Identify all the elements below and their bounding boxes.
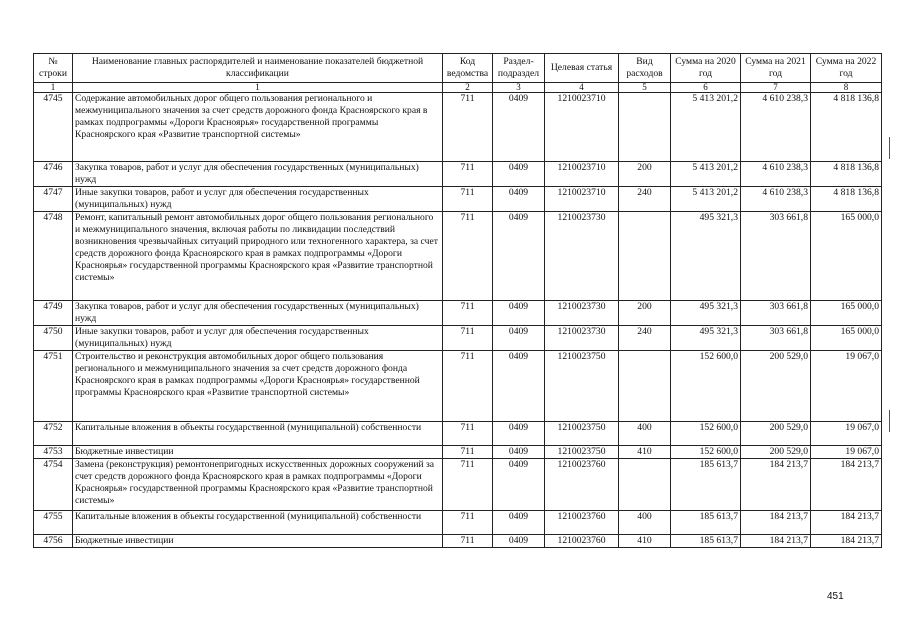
- target-article-cell: 1210023730: [545, 301, 619, 326]
- sum-2022-cell: 4 818 136,8: [811, 162, 882, 187]
- scan-margin-mark: [889, 410, 890, 432]
- target-article-cell: 1210023750: [545, 446, 619, 459]
- expense-type-cell: [619, 93, 671, 162]
- target-article-cell: 1210023760: [545, 459, 619, 511]
- target-article-cell: 1210023760: [545, 511, 619, 535]
- sum-2022-cell: 184 213,7: [811, 535, 882, 548]
- section-cell: 0409: [493, 212, 545, 301]
- expense-type-cell: [619, 351, 671, 422]
- table-row: [34, 326, 882, 351]
- header-name: Наименование главных распорядителей и наименование показателей бюджетной классификации: [73, 54, 443, 83]
- section-cell: 0409: [493, 511, 545, 535]
- sum-2021-cell: 184 213,7: [741, 459, 811, 511]
- table-row: [34, 351, 882, 422]
- section-cell: 0409: [493, 351, 545, 422]
- row-number-cell: 4754: [34, 459, 73, 511]
- sum-2020-cell: 152 600,0: [671, 351, 741, 422]
- header-row-number: № строки: [34, 54, 73, 83]
- header-dept-code: Код ведомства: [443, 54, 493, 83]
- sum-2022-cell: 165 000,0: [811, 326, 882, 351]
- sum-2020-cell: 185 613,7: [671, 535, 741, 548]
- dept-code-cell: 711: [443, 446, 493, 459]
- sum-2020-cell: 185 613,7: [671, 511, 741, 535]
- name-cell: Содержание автомобильных дорог общего пользования регионального и межмуниципального значения за счет средств дорожного фонда Красноярского края в рамках подпрограммы «Дороги Красноярья» государственной программы Красноярского края «Развитие транспортной системы»: [73, 93, 443, 162]
- sum-2020-cell: 495 321,3: [671, 212, 741, 301]
- table-row: [34, 212, 882, 301]
- sum-2021-cell: 303 661,8: [741, 301, 811, 326]
- sum-2020-cell: 152 600,0: [671, 446, 741, 459]
- sum-2021-cell: 4 610 238,3: [741, 162, 811, 187]
- sum-2022-cell: 4 818 136,8: [811, 93, 882, 162]
- expense-type-cell: [619, 459, 671, 511]
- column-number: 5: [619, 83, 671, 93]
- row-number-cell: 4746: [34, 162, 73, 187]
- section-cell: 0409: [493, 446, 545, 459]
- column-number: 8: [811, 83, 882, 93]
- target-article-cell: 1210023710: [545, 187, 619, 212]
- row-number-cell: 4751: [34, 351, 73, 422]
- table-row: [34, 422, 882, 446]
- header-target-article: Целевая статья: [545, 54, 619, 83]
- sum-2021-cell: 200 529,0: [741, 446, 811, 459]
- expense-type-cell: [619, 212, 671, 301]
- row-number-cell: 4748: [34, 212, 73, 301]
- expense-type-cell: 200: [619, 301, 671, 326]
- row-number-cell: 4750: [34, 326, 73, 351]
- sum-2021-cell: 184 213,7: [741, 535, 811, 548]
- name-cell: Капитальные вложения в объекты государственной (муниципальной) собственности: [73, 422, 443, 446]
- section-cell: 0409: [493, 93, 545, 162]
- row-number-cell: 4749: [34, 301, 73, 326]
- column-number: 2: [443, 83, 493, 93]
- column-number: 6: [671, 83, 741, 93]
- sum-2020-cell: 5 413 201,2: [671, 162, 741, 187]
- target-article-cell: 1210023750: [545, 422, 619, 446]
- sum-2022-cell: 165 000,0: [811, 212, 882, 301]
- name-cell: Ремонт, капитальный ремонт автомобильных дорог общего пользования регионального и межмуниципального значения, включая работы по ликвидации последствий возникновения чрезвычайных ситуаций природного или техногенного характера, за счет средств дорожного фонда Красноярского края в рамках подпрограммы «Дороги Красноярья» государственной программы Красноярского края «Развитие транспортной системы»: [73, 212, 443, 301]
- page-number: 451: [827, 591, 844, 602]
- name-cell: Иные закупки товаров, работ и услуг для обеспечения государственных (муниципальных) нужд: [73, 187, 443, 212]
- sum-2020-cell: 185 613,7: [671, 459, 741, 511]
- section-cell: 0409: [493, 162, 545, 187]
- column-number: 7: [741, 83, 811, 93]
- section-cell: 0409: [493, 187, 545, 212]
- dept-code-cell: 711: [443, 212, 493, 301]
- header-expense-type: Вид расходов: [619, 54, 671, 83]
- target-article-cell: 1210023710: [545, 93, 619, 162]
- section-cell: 0409: [493, 535, 545, 548]
- table-row: [34, 511, 882, 535]
- header-sum-2022: Сумма на 2022 год: [811, 54, 882, 83]
- sum-2020-cell: 5 413 201,2: [671, 93, 741, 162]
- sum-2020-cell: 495 321,3: [671, 326, 741, 351]
- budget-table: [33, 53, 882, 548]
- expense-type-cell: 200: [619, 162, 671, 187]
- sum-2022-cell: 19 067,0: [811, 446, 882, 459]
- header-sum-2021: Сумма на 2021 год: [741, 54, 811, 83]
- name-cell: Иные закупки товаров, работ и услуг для обеспечения государственных (муниципальных) нужд: [73, 326, 443, 351]
- row-number-cell: 4753: [34, 446, 73, 459]
- name-cell: Закупка товаров, работ и услуг для обеспечения государственных (муниципальных) нужд: [73, 162, 443, 187]
- expense-type-cell: 410: [619, 535, 671, 548]
- sum-2021-cell: 200 529,0: [741, 351, 811, 422]
- column-number: 4: [545, 83, 619, 93]
- row-number-cell: 4756: [34, 535, 73, 548]
- table-row: [34, 187, 882, 212]
- expense-type-cell: 410: [619, 446, 671, 459]
- name-cell: Бюджетные инвестиции: [73, 446, 443, 459]
- sum-2021-cell: 303 661,8: [741, 212, 811, 301]
- name-cell: Закупка товаров, работ и услуг для обеспечения государственных (муниципальных) нужд: [73, 301, 443, 326]
- sum-2020-cell: 152 600,0: [671, 422, 741, 446]
- target-article-cell: 1210023730: [545, 212, 619, 301]
- dept-code-cell: 711: [443, 162, 493, 187]
- column-number: 1: [73, 83, 443, 93]
- table-body: [34, 93, 882, 548]
- sum-2022-cell: 4 818 136,8: [811, 187, 882, 212]
- dept-code-cell: 711: [443, 187, 493, 212]
- sum-2022-cell: 184 213,7: [811, 511, 882, 535]
- dept-code-cell: 711: [443, 422, 493, 446]
- expense-type-cell: 400: [619, 422, 671, 446]
- table-row: [34, 535, 882, 548]
- name-cell: Бюджетные инвестиции: [73, 535, 443, 548]
- dept-code-cell: 711: [443, 511, 493, 535]
- expense-type-cell: 400: [619, 511, 671, 535]
- row-number-cell: 4755: [34, 511, 73, 535]
- sum-2022-cell: 165 000,0: [811, 301, 882, 326]
- target-article-cell: 1210023730: [545, 326, 619, 351]
- name-cell: Замена (реконструкция) ремонтонепригодных искусственных дорожных сооружений за счет средств дорожного фонда Красноярского края в рамках подпрограммы «Дороги Красноярья» государственной программы Красноярского края «Развитие транспортной системы»: [73, 459, 443, 511]
- row-number-cell: 4745: [34, 93, 73, 162]
- sum-2020-cell: 5 413 201,2: [671, 187, 741, 212]
- header-row: [34, 54, 882, 83]
- table-row: [34, 301, 882, 326]
- header-section: Раздел-подраздел: [493, 54, 545, 83]
- table-row: [34, 446, 882, 459]
- sum-2021-cell: 303 661,8: [741, 326, 811, 351]
- expense-type-cell: 240: [619, 326, 671, 351]
- target-article-cell: 1210023710: [545, 162, 619, 187]
- sum-2021-cell: 184 213,7: [741, 511, 811, 535]
- dept-code-cell: 711: [443, 326, 493, 351]
- section-cell: 0409: [493, 301, 545, 326]
- sum-2022-cell: 19 067,0: [811, 422, 882, 446]
- target-article-cell: 1210023760: [545, 535, 619, 548]
- name-cell: Строительство и реконструкция автомобильных дорог общего пользования регионального и межмуниципального значения за счет средств дорожного фонда Красноярского края в рамках подпрограммы «Дороги Красноярья» государственной программы Красноярского края «Развитие транспортной системы»: [73, 351, 443, 422]
- header-sum-2020: Сумма на 2020 год: [671, 54, 741, 83]
- sum-2021-cell: 4 610 238,3: [741, 187, 811, 212]
- scan-margin-mark: [889, 137, 890, 159]
- sum-2022-cell: 19 067,0: [811, 351, 882, 422]
- section-cell: 0409: [493, 459, 545, 511]
- expense-type-cell: 240: [619, 187, 671, 212]
- sum-2021-cell: 4 610 238,3: [741, 93, 811, 162]
- row-number-cell: 4752: [34, 422, 73, 446]
- table-row: [34, 162, 882, 187]
- section-cell: 0409: [493, 422, 545, 446]
- column-number-row: [34, 83, 882, 93]
- sum-2022-cell: 184 213,7: [811, 459, 882, 511]
- sum-2020-cell: 495 321,3: [671, 301, 741, 326]
- section-cell: 0409: [493, 326, 545, 351]
- dept-code-cell: 711: [443, 301, 493, 326]
- dept-code-cell: 711: [443, 351, 493, 422]
- table-row: [34, 93, 882, 162]
- dept-code-cell: 711: [443, 535, 493, 548]
- target-article-cell: 1210023750: [545, 351, 619, 422]
- row-number-cell: 4747: [34, 187, 73, 212]
- name-cell: Капитальные вложения в объекты государственной (муниципальной) собственности: [73, 511, 443, 535]
- dept-code-cell: 711: [443, 459, 493, 511]
- table-row: [34, 459, 882, 511]
- column-number: 3: [493, 83, 545, 93]
- column-number: 1: [34, 83, 73, 93]
- dept-code-cell: 711: [443, 93, 493, 162]
- sum-2021-cell: 200 529,0: [741, 422, 811, 446]
